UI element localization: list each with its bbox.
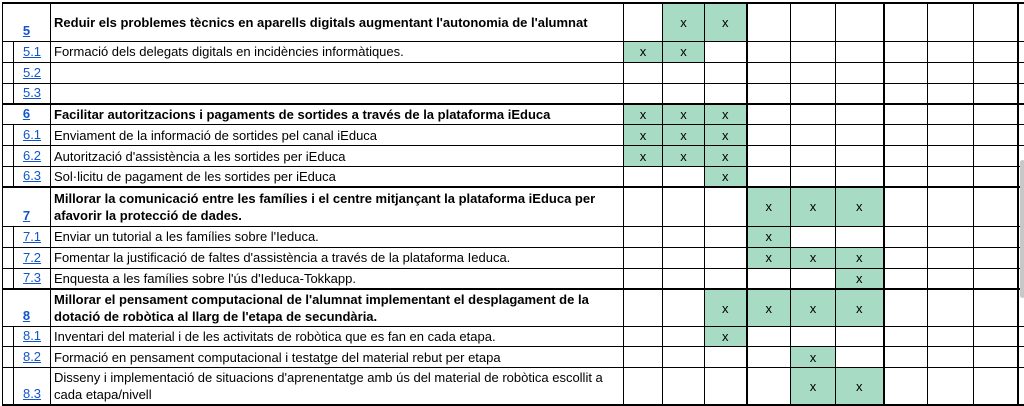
cell-6.2-c5[interactable] (791, 146, 836, 167)
cell-6.2-c8[interactable] (928, 146, 974, 167)
cell-5.3-c5[interactable] (791, 83, 836, 104)
cell-8.3-number[interactable] (14, 368, 51, 406)
cell-7.1-c3[interactable] (705, 226, 747, 247)
cell-7.3-c3[interactable] (705, 268, 747, 289)
cell-8.2-c6[interactable] (836, 347, 884, 368)
cell-7.1-c5[interactable] (791, 226, 836, 247)
cell-7.2-c4[interactable] (747, 247, 791, 268)
row-7.2 (3, 247, 1024, 268)
row-8.2 (3, 347, 1024, 368)
mark-x: x (765, 250, 773, 265)
cell-7-c4[interactable] (747, 187, 791, 226)
cell-5.2-c3[interactable] (705, 62, 747, 83)
cell-6-c8[interactable] (928, 104, 974, 125)
mark-x: x (809, 300, 817, 316)
cell-8-c2[interactable] (663, 289, 705, 327)
cell-6.3-c9[interactable] (974, 167, 1018, 188)
cell-7.2-c5[interactable] (791, 247, 836, 268)
cell-8.1-number[interactable] (14, 327, 51, 347)
cell-8.1-description[interactable]: Inventari del material i de les activitats de robòtica que es fan en cada etapa. (51, 327, 624, 347)
mark-x: x (722, 148, 729, 164)
cell-7.2-c3[interactable] (705, 247, 747, 268)
cell-5-c8[interactable] (928, 3, 974, 41)
cell-7.1-indent[interactable] (3, 226, 14, 247)
row-link-6.2[interactable]: 6.2 (22, 148, 42, 163)
cell-8-c4[interactable] (747, 289, 791, 327)
row-link-5.1[interactable]: 5.1 (22, 43, 42, 59)
cell-5-description[interactable]: Reduir els problemes tècnics en aparells digitals augmentant l'autonomia de l'alumnat (51, 3, 624, 41)
cell-8.1-c7[interactable] (884, 327, 928, 347)
row-link-7[interactable]: 7 (22, 207, 31, 223)
cell-5.3-c3[interactable] (705, 83, 747, 104)
cell-8.3-c8[interactable] (928, 368, 974, 406)
row-6 (3, 104, 1024, 125)
cell-6.2-description[interactable]: Autorització d'assistència a les sortides per iEduca (51, 146, 624, 167)
mark-x: x (856, 250, 863, 265)
cell-5-c5[interactable] (791, 3, 836, 41)
action-plan-table (2, 2, 1024, 406)
cell-6-c7[interactable] (884, 104, 928, 125)
mark-x: x (856, 199, 863, 215)
row-link-8.2[interactable]: 8.2 (22, 349, 42, 364)
cell-7.3-c2[interactable] (663, 268, 705, 289)
row-link-6.3[interactable]: 6.3 (22, 168, 42, 183)
cell-6-description[interactable]: Facilitar autoritzacions i pagaments de sortides a través de la plataforma iEduca (51, 104, 624, 125)
cell-7.2-c8[interactable] (928, 247, 974, 268)
mark-x: x (856, 270, 863, 286)
row-link-8.1[interactable]: 8.1 (22, 328, 42, 343)
cell-6.1-c1[interactable] (624, 125, 663, 146)
mark-x: x (722, 169, 729, 184)
cell-6.1-c10[interactable] (1018, 125, 1024, 146)
cell-8.2-c3[interactable] (705, 347, 747, 368)
cell-5-c4[interactable] (747, 3, 791, 41)
mark-x: x (722, 14, 729, 30)
cell-6.3-c8[interactable] (928, 167, 974, 188)
cell-8.2-description[interactable]: Formació en pensament computacional i testatge del material rebut per etapa (51, 347, 624, 368)
cell-5.2-c6[interactable] (836, 62, 884, 83)
cell-7.1-c1[interactable] (624, 226, 663, 247)
cell-7.3-indent[interactable] (3, 268, 14, 289)
cell-8-c1[interactable] (624, 289, 663, 327)
cell-8.3-c1[interactable] (624, 368, 663, 406)
cell-6-c10[interactable] (1018, 104, 1024, 125)
cell-5.2-c4[interactable] (747, 62, 791, 83)
cell-7.1-c7[interactable] (884, 226, 928, 247)
cell-8.2-c4[interactable] (747, 347, 791, 368)
cell-7.1-c6[interactable] (836, 226, 884, 247)
cell-5.2-number[interactable] (14, 62, 51, 83)
cell-7.1-c9[interactable] (974, 226, 1018, 247)
cell-8.3-c5[interactable] (791, 368, 836, 406)
cell-6.1-c3[interactable] (705, 125, 747, 146)
cell-5.3-c8[interactable] (928, 83, 974, 104)
cell-6.1-c9[interactable] (974, 125, 1018, 146)
mark-x: x (639, 44, 647, 59)
cell-6.2-number[interactable] (14, 146, 51, 167)
cell-8.1-c2[interactable] (663, 327, 705, 347)
cell-5-c3[interactable] (705, 3, 747, 41)
cell-7.2-number[interactable] (14, 247, 51, 268)
cell-7.2-description[interactable]: Fomentar la justificació de faltes d'assistència a través de la plataforma Ieduca. (51, 247, 624, 268)
row-link-5.2[interactable]: 5.2 (22, 64, 42, 80)
cell-8.1-c6[interactable] (836, 327, 884, 347)
cell-6.1-c2[interactable] (663, 125, 705, 146)
mark-x: x (856, 378, 863, 394)
cell-6.3-description[interactable]: Sol·licitu de pagament de les sortides per iEduca (51, 167, 624, 188)
cell-5.2-c9[interactable] (974, 62, 1018, 83)
cell-8-c5[interactable] (791, 289, 836, 327)
cell-8.2-indent[interactable] (3, 347, 14, 368)
cell-5.1-c6[interactable] (836, 41, 884, 62)
cell-6.3-c3[interactable] (705, 167, 747, 188)
row-link-5[interactable]: 5 (22, 22, 31, 38)
cell-5-c7[interactable] (884, 3, 928, 41)
cell-6.2-c2[interactable] (663, 146, 705, 167)
cell-8.1-c10[interactable] (1018, 327, 1024, 347)
cell-7-c5[interactable] (791, 187, 836, 226)
mark-x: x (765, 300, 773, 316)
cell-5.1-c7[interactable] (884, 41, 928, 62)
cell-5.2-indent[interactable] (3, 62, 14, 83)
cell-5-c6[interactable] (836, 3, 884, 41)
cell-6.3-c2[interactable] (663, 167, 705, 188)
row-6.2 (3, 146, 1024, 167)
row-7.3 (3, 268, 1024, 289)
cell-7.2-c9[interactable] (974, 247, 1018, 268)
cell-5.1-c8[interactable] (928, 41, 974, 62)
cell-8-c8[interactable] (928, 289, 974, 327)
cell-8.2-c8[interactable] (928, 347, 974, 368)
mark-x: x (680, 14, 687, 30)
cell-8.3-c9[interactable] (974, 368, 1018, 406)
cell-6.1-c5[interactable] (791, 125, 836, 146)
cell-6-c5[interactable] (791, 104, 836, 125)
cell-5.3-c4[interactable] (747, 83, 791, 104)
cell-5-c2[interactable] (663, 3, 705, 41)
cell-7.1-number[interactable] (14, 226, 51, 247)
cell-6.2-indent[interactable] (3, 146, 14, 167)
cell-6-c9[interactable] (974, 104, 1018, 125)
cell-5.1-c9[interactable] (974, 41, 1018, 62)
cell-8.2-c2[interactable] (663, 347, 705, 368)
row-8 (3, 289, 1024, 327)
mark-x: x (639, 127, 647, 143)
cell-8.3-indent[interactable] (3, 368, 14, 406)
row-link-8[interactable]: 8 (22, 308, 31, 323)
cell-5.3-c2[interactable] (663, 83, 705, 104)
mark-x: x (722, 300, 729, 316)
row-link-6[interactable]: 6 (22, 106, 31, 121)
cell-5.1-c10[interactable] (1018, 41, 1024, 62)
cell-8.2-c1[interactable] (624, 347, 663, 368)
cell-7.2-c6[interactable] (836, 247, 884, 268)
cell-8-description[interactable]: Millorar el pensament computacional de l'alumnat implementant el desplagament de la dotació de robòtica al llarg de l'etapa de secundària. (51, 289, 624, 327)
cell-5.2-description[interactable] (51, 62, 624, 83)
mark-x: x (765, 229, 773, 244)
cell-7.2-c1[interactable] (624, 247, 663, 268)
cell-5.2-c2[interactable] (663, 62, 705, 83)
cell-8.1-c4[interactable] (747, 327, 791, 347)
mark-x: x (809, 378, 817, 394)
cell-8.1-c3[interactable] (705, 327, 747, 347)
cell-6.3-c7[interactable] (884, 167, 928, 188)
cell-6-c2[interactable] (663, 104, 705, 125)
cell-7-c2[interactable] (663, 187, 705, 226)
cell-8.3-c3[interactable] (705, 368, 747, 406)
cell-8.2-c5[interactable] (791, 347, 836, 368)
cell-7.3-c4[interactable] (747, 268, 791, 289)
cell-6.3-c6[interactable] (836, 167, 884, 188)
cell-6.1-c7[interactable] (884, 125, 928, 146)
cell-8.1-indent[interactable] (3, 327, 14, 347)
cell-8.3-description[interactable]: Disseny i implementació de situacions d'aprenentatge amb ús del material de robòtica escollit a cada etapa/nivell (51, 368, 624, 406)
mark-x: x (680, 106, 687, 122)
cell-7-c9[interactable] (974, 187, 1018, 226)
cell-7.1-c2[interactable] (663, 226, 705, 247)
cell-7.3-c6[interactable] (836, 268, 884, 289)
mark-x: x (639, 106, 647, 122)
cell-6.2-c6[interactable] (836, 146, 884, 167)
row-link-7.1[interactable]: 7.1 (22, 228, 42, 244)
cell-8.3-c2[interactable] (663, 368, 705, 406)
mark-x: x (809, 199, 817, 215)
cell-7.3-c8[interactable] (928, 268, 974, 289)
cell-6.2-c4[interactable] (747, 146, 791, 167)
cell-6.2-c9[interactable] (974, 146, 1018, 167)
mark-x: x (722, 127, 729, 143)
cell-7.3-c9[interactable] (974, 268, 1018, 289)
cell-8.1-c9[interactable] (974, 327, 1018, 347)
cell-6-number[interactable] (3, 104, 51, 125)
cell-5-c10[interactable] (1018, 3, 1024, 41)
cell-5.3-description[interactable] (51, 83, 624, 104)
row-6.1 (3, 125, 1024, 146)
cell-5.2-c5[interactable] (791, 62, 836, 83)
row-5.1 (3, 41, 1024, 62)
cell-6-c3[interactable] (705, 104, 747, 125)
cell-7.1-c4[interactable] (747, 226, 791, 247)
mark-x: x (809, 349, 817, 365)
table-body (3, 3, 1024, 406)
row-8.3 (3, 368, 1024, 406)
cell-5.1-c2[interactable] (663, 41, 705, 62)
cell-8.2-c10[interactable] (1018, 347, 1024, 368)
row-5.2 (3, 62, 1024, 83)
mark-x: x (809, 250, 817, 265)
cell-8.3-c10[interactable] (1018, 368, 1024, 406)
cell-7-c6[interactable] (836, 187, 884, 226)
mark-x: x (639, 148, 647, 164)
cell-5.1-description[interactable]: Formació dels delegats digitals en incidències informàtiques. (51, 41, 624, 62)
cell-6.2-c7[interactable] (884, 146, 928, 167)
cell-8.1-c8[interactable] (928, 327, 974, 347)
cell-5.2-c10[interactable] (1018, 62, 1024, 83)
row-7.1 (3, 226, 1024, 247)
cell-5.3-c1[interactable] (624, 83, 663, 104)
cell-7-c7[interactable] (884, 187, 928, 226)
cell-6.3-c1[interactable] (624, 167, 663, 188)
mark-x: x (680, 127, 687, 143)
cell-8.3-c4[interactable] (747, 368, 791, 406)
cell-7-c1[interactable] (624, 187, 663, 226)
cell-5.1-number[interactable] (14, 41, 51, 62)
cell-6.1-number[interactable] (14, 125, 51, 146)
cell-7.2-indent[interactable] (3, 247, 14, 268)
cell-5.2-c8[interactable] (928, 62, 974, 83)
cell-7.3-c1[interactable] (624, 268, 663, 289)
cell-7.2-c2[interactable] (663, 247, 705, 268)
cell-5-c9[interactable] (974, 3, 1018, 41)
row-link-7.2[interactable]: 7.2 (22, 249, 42, 265)
cell-6.1-c4[interactable] (747, 125, 791, 146)
mark-x: x (856, 300, 863, 316)
row-link-7.3[interactable]: 7.3 (22, 270, 42, 285)
cell-5.3-indent[interactable] (3, 83, 14, 104)
row-link-6.1[interactable]: 6.1 (22, 127, 42, 142)
cell-7-number[interactable] (3, 187, 51, 226)
cell-6.2-c3[interactable] (705, 146, 747, 167)
row-link-8.3[interactable]: 8.3 (22, 386, 42, 401)
cell-6.1-indent[interactable] (3, 125, 14, 146)
cell-5.1-c3[interactable] (705, 41, 747, 62)
row-link-5.3[interactable]: 5.3 (22, 84, 42, 100)
row-7 (3, 187, 1024, 226)
mark-x: x (765, 199, 773, 215)
cell-6.1-c8[interactable] (928, 125, 974, 146)
cell-8-c6[interactable] (836, 289, 884, 327)
cell-8-c3[interactable] (705, 289, 747, 327)
cell-5.1-indent[interactable] (3, 41, 14, 62)
mark-x: x (680, 44, 687, 59)
cell-5.2-c1[interactable] (624, 62, 663, 83)
row-5 (3, 3, 1024, 41)
cell-6-c6[interactable] (836, 104, 884, 125)
cell-7.3-c5[interactable] (791, 268, 836, 289)
cell-7.3-description[interactable]: Enquesta a les famílies sobre l'ús d'Ieduca-Tokkapp. (51, 268, 624, 289)
cell-5.1-c5[interactable] (791, 41, 836, 62)
cell-8.3-c6[interactable] (836, 368, 884, 406)
cell-6.3-number[interactable] (14, 167, 51, 188)
cell-5.3-c7[interactable] (884, 83, 928, 104)
cell-7.1-description[interactable]: Enviar un tutorial a les famílies sobre l'Ieduca. (51, 226, 624, 247)
cell-8.2-c9[interactable] (974, 347, 1018, 368)
cell-6.2-c1[interactable] (624, 146, 663, 167)
cell-5.3-c9[interactable] (974, 83, 1018, 104)
cell-8-c9[interactable] (974, 289, 1018, 327)
cell-6.3-c5[interactable] (791, 167, 836, 188)
cell-6.3-indent[interactable] (3, 167, 14, 188)
cell-8.2-c7[interactable] (884, 347, 928, 368)
cell-5.3-c10[interactable] (1018, 83, 1024, 104)
cell-8-number[interactable] (3, 289, 51, 327)
cell-7-c3[interactable] (705, 187, 747, 226)
cell-8-c7[interactable] (884, 289, 928, 327)
cell-7.3-c7[interactable] (884, 268, 928, 289)
row-5.3 (3, 83, 1024, 104)
cell-8.2-number[interactable] (14, 347, 51, 368)
cell-5.3-c6[interactable] (836, 83, 884, 104)
cell-7.2-c7[interactable] (884, 247, 928, 268)
mark-x: x (722, 106, 729, 122)
mark-x: x (722, 329, 729, 344)
cell-7-c8[interactable] (928, 187, 974, 226)
cell-7.3-number[interactable] (14, 268, 51, 289)
row-6.3 (3, 167, 1024, 188)
mark-x: x (680, 148, 687, 164)
cell-6.3-c4[interactable] (747, 167, 791, 188)
row-8.1 (3, 327, 1024, 347)
cell-6-c1[interactable] (624, 104, 663, 125)
cell-5.2-c7[interactable] (884, 62, 928, 83)
cell-6-c4[interactable] (747, 104, 791, 125)
cell-7.1-c8[interactable] (928, 226, 974, 247)
cell-5.1-c4[interactable] (747, 41, 791, 62)
cell-8.1-c5[interactable] (791, 327, 836, 347)
cell-5-number[interactable] (3, 3, 51, 41)
cell-5.3-number[interactable] (14, 83, 51, 104)
cell-8.1-c1[interactable] (624, 327, 663, 347)
cell-5.1-c1[interactable] (624, 41, 663, 62)
vertical-scrollbar-thumb[interactable] (1020, 160, 1024, 298)
cell-7-description[interactable]: Millorar la comunicació entre les famílies i el centre mitjançant la plataforma iEduca per afavorir la protecció de dades. (51, 187, 624, 226)
cell-6.1-description[interactable]: Enviament de la informació de sortides pel canal iEduca (51, 125, 624, 146)
cell-8.3-c7[interactable] (884, 368, 928, 406)
cell-6.1-c6[interactable] (836, 125, 884, 146)
cell-5-c1[interactable] (624, 3, 663, 41)
